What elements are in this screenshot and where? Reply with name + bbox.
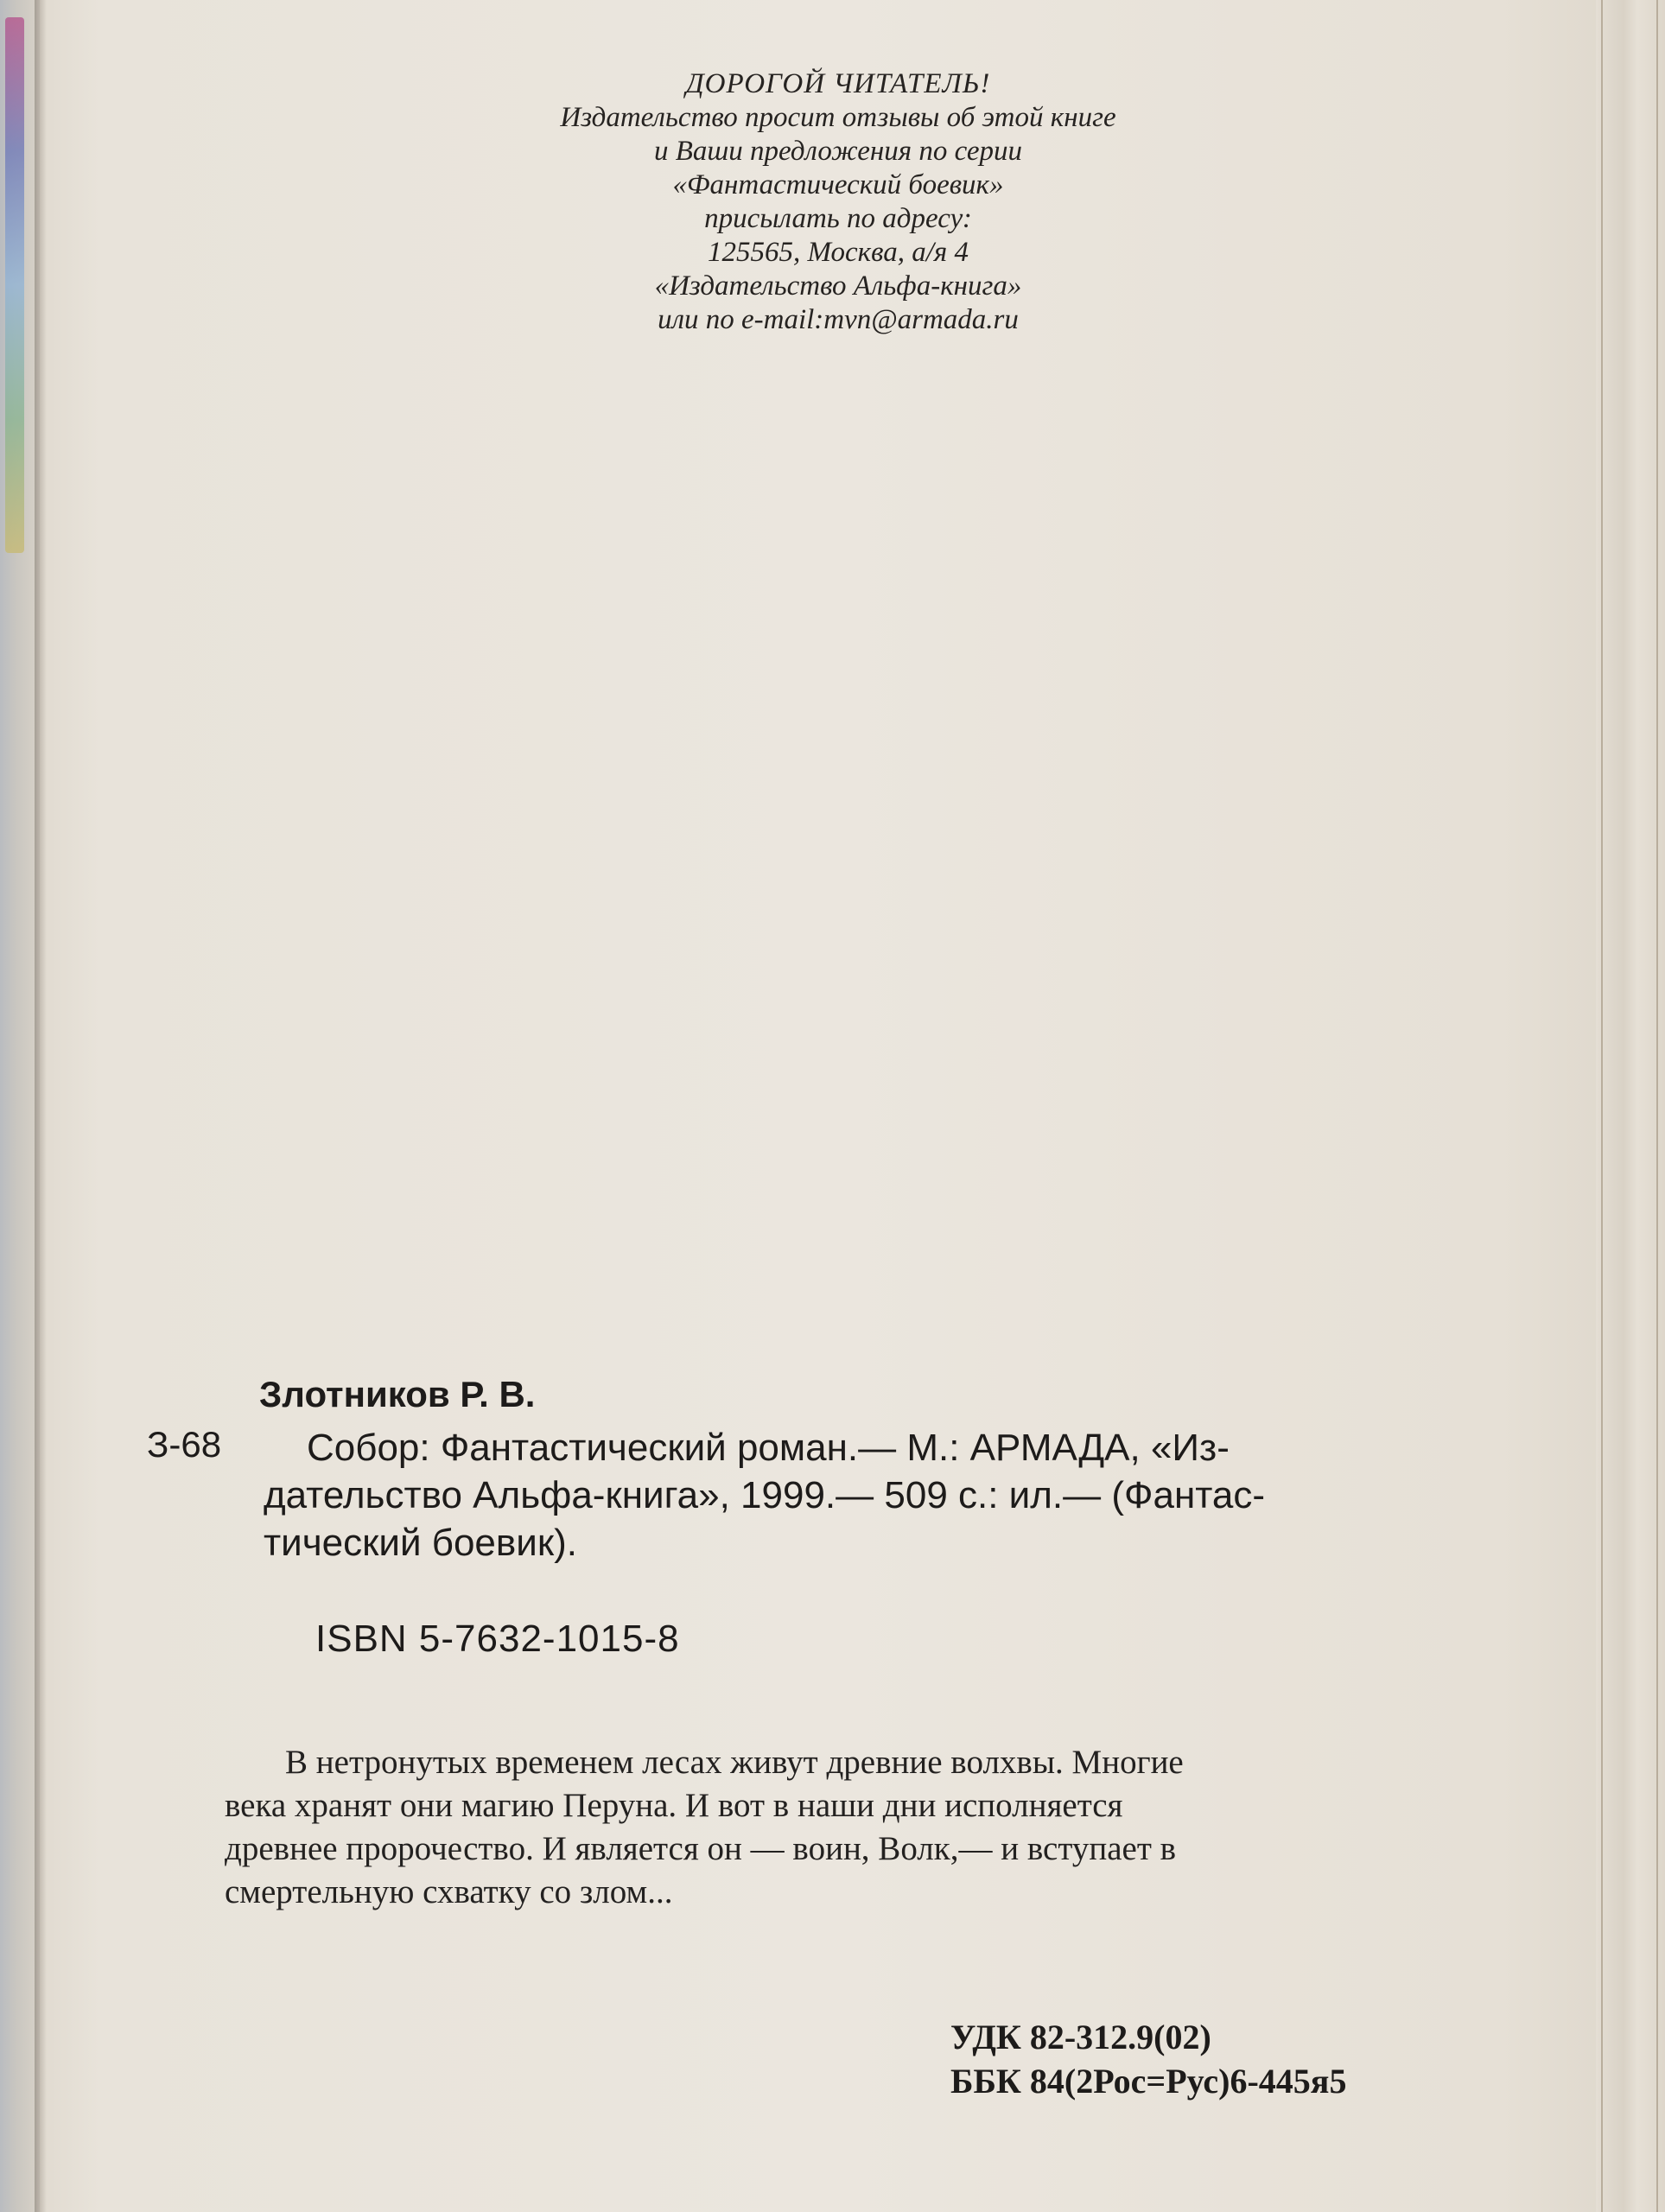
bibliographic-description bbox=[264, 1424, 1456, 1567]
description-line: Собор: Фантастический роман.— М.: АРМАДА, «Из- bbox=[307, 1427, 1230, 1469]
page-edge-line bbox=[1601, 0, 1603, 2212]
udk-code: УДК 82-312.9(02) bbox=[950, 2018, 1211, 2056]
cover-shadow bbox=[35, 0, 47, 2212]
reader-notice-line: присылать по адресу: bbox=[704, 203, 972, 234]
author-code: З-68 bbox=[147, 1424, 222, 1465]
reader-notice-title: ДОРОГОЙ ЧИТАТЕЛЬ! bbox=[685, 68, 991, 99]
description-line: дательство Альфа-книга», 1999.— 509 с.: ил.— (Фантас- bbox=[264, 1474, 1266, 1516]
description-line: тический боевик). bbox=[264, 1522, 577, 1564]
reader-notice-line: Издательство просит отзывы об этой книге bbox=[560, 102, 1116, 133]
page-edge-line bbox=[1656, 0, 1658, 2212]
book-annotation bbox=[225, 1741, 1452, 1914]
author-name: Злотников Р. В. bbox=[259, 1374, 536, 1414]
reader-notice-line: «Фантастический боевик» bbox=[672, 169, 1004, 200]
reader-notice bbox=[406, 67, 1270, 337]
annotation-line: древнее пророчество. И является он — воин, Волк,— и вступает в bbox=[225, 1830, 1177, 1867]
annotation-line: В нетронутых временем лесах живут древние волхвы. Многие bbox=[285, 1744, 1184, 1781]
classification-codes bbox=[950, 2015, 1346, 2103]
annotation-line: смертельную схватку со злом... bbox=[225, 1873, 673, 1910]
page-gutter bbox=[1596, 0, 1665, 2212]
annotation-line: века хранят они магию Перуна. И вот в наши дни исполняется bbox=[225, 1787, 1123, 1824]
isbn: ISBN 5-7632-1015-8 bbox=[315, 1618, 680, 1660]
reader-notice-line: или по e-mail:mvn@armada.ru bbox=[658, 304, 1019, 335]
bbk-code: ББК 84(2Рос=Рус)6-445я5 bbox=[950, 2062, 1347, 2101]
reader-notice-line: 125565, Москва, а/я 4 bbox=[708, 237, 969, 268]
reader-notice-line: и Ваши предложения по серии bbox=[653, 136, 1023, 167]
cover-illustration-strip bbox=[5, 17, 24, 553]
reader-notice-line: «Издательство Альфа-книга» bbox=[654, 270, 1022, 302]
